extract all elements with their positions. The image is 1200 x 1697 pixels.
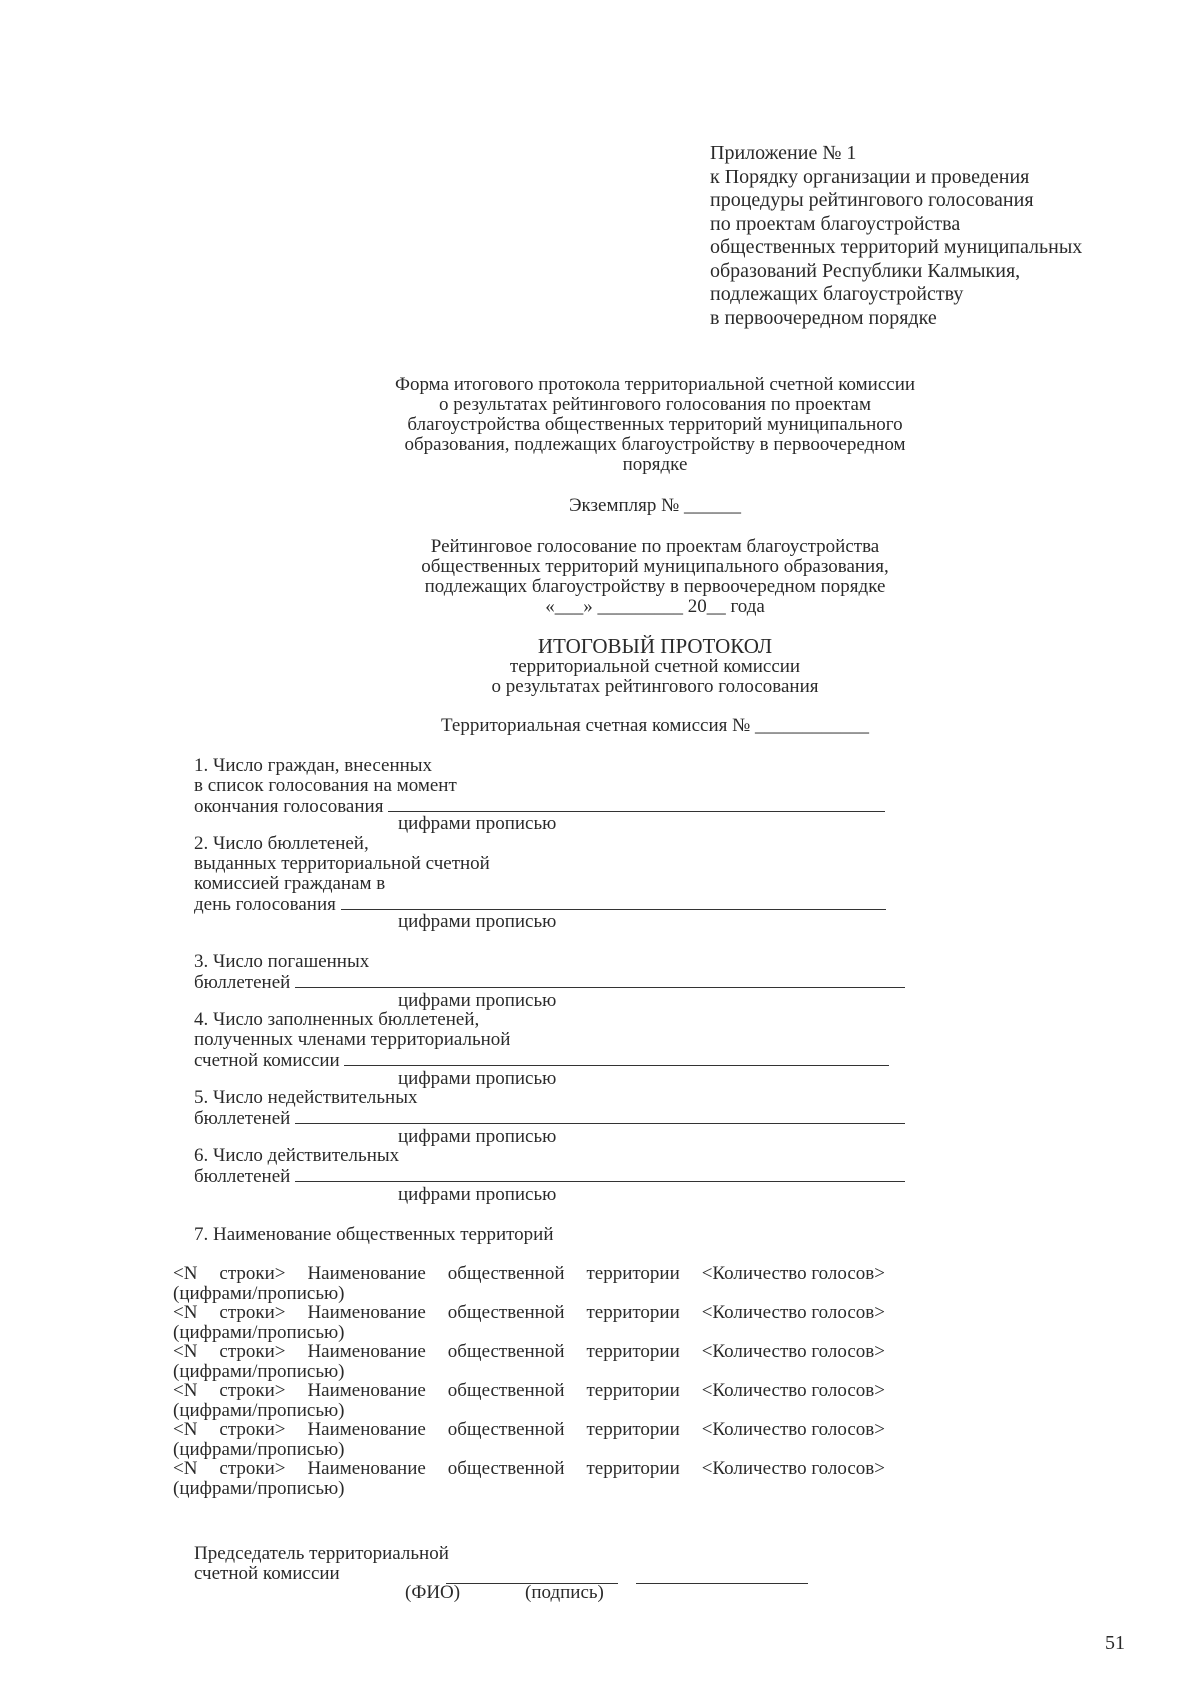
- territory-row: [173, 1342, 885, 1382]
- item-7: 7. Наименование общественных территорий: [194, 1224, 554, 1245]
- item-1-line: в список голосования на момент: [194, 775, 457, 796]
- copy-number-line: Экземпляр № ______: [568, 495, 741, 516]
- item-2-label: день голосования: [194, 894, 336, 915]
- row-name-token: Наименование: [307, 1341, 426, 1362]
- item-6-line: 6. Число действительных: [194, 1145, 400, 1166]
- item-2: [194, 834, 886, 915]
- row-votes-format: (цифрами/прописью): [173, 1439, 345, 1460]
- form-title-line: благоустройства общественных территорий муниципального: [407, 414, 903, 435]
- appendix-line: подлежащих благоустройству: [710, 283, 964, 305]
- form-title-line: о результатах рейтингового голосования по проектам: [439, 394, 871, 415]
- territory-row: [173, 1381, 885, 1421]
- protocol-heading: [300, 635, 1010, 697]
- page-number: 51: [1105, 1632, 1125, 1654]
- row-name-token: Наименование: [307, 1458, 426, 1479]
- appendix-line: к Порядку организации и проведения: [710, 165, 1030, 188]
- form-title-line: образования, подлежащих благоустройству в первоочередном: [404, 434, 906, 455]
- form-title: [300, 375, 1010, 475]
- appendix-line: в первоочередном порядке: [710, 306, 937, 329]
- row-number-token: <N: [173, 1341, 198, 1362]
- fio-caption: (ФИО): [405, 1582, 461, 1603]
- item-6-label: бюллетеней: [194, 1166, 291, 1187]
- voting-header-line: подлежащих благоустройству в первоочередном порядке: [424, 576, 886, 597]
- protocol-subtitle: территориальной счетной комиссии: [509, 656, 801, 677]
- item-2-line: 2. Число бюллетеней,: [194, 833, 369, 854]
- item-5-label: бюллетеней: [194, 1108, 291, 1129]
- voting-date-line: «___» _________ 20__ года: [545, 596, 765, 617]
- row-territory-token: территории: [586, 1419, 680, 1440]
- signature-blank-field[interactable]: [636, 1568, 808, 1584]
- row-votes-format: (цифрами/прописью): [173, 1283, 345, 1304]
- item-1-hint: цифрами прописью: [398, 813, 557, 834]
- appendix-line: общественных территорий муниципальных: [710, 236, 1083, 258]
- row-name-token: Наименование: [307, 1263, 426, 1284]
- appendix-line: Приложение № 1: [710, 142, 857, 164]
- form-title-line: порядке: [622, 454, 688, 475]
- voting-header-line: общественных территорий муниципального образования,: [421, 556, 889, 577]
- row-public-token: общественной: [447, 1263, 565, 1284]
- row-votes-token: <Количество голосов>: [701, 1263, 885, 1284]
- signature-title-line: Председатель территориальной: [194, 1543, 449, 1564]
- item-1: [194, 756, 885, 817]
- row-name-token: Наименование: [307, 1302, 426, 1323]
- row-territory-token: территории: [586, 1263, 680, 1284]
- row-votes-token: <Количество голосов>: [701, 1419, 885, 1440]
- row-territory-token: территории: [586, 1458, 680, 1479]
- item-1-blank-field[interactable]: [388, 796, 885, 812]
- territory-row: [173, 1303, 885, 1343]
- row-votes-format: (цифрами/прописью): [173, 1322, 345, 1343]
- form-title-line: Форма итогового протокола территориальной счетной комиссии: [394, 374, 916, 395]
- territory-row: [173, 1264, 885, 1304]
- row-votes-format: (цифрами/прописью): [173, 1478, 345, 1499]
- appendix-line: по проектам благоустройства: [710, 212, 961, 235]
- item-6: [194, 1146, 905, 1187]
- item-5-line: 5. Число недействительных: [194, 1087, 418, 1108]
- row-votes-format: (цифрами/прописью): [173, 1361, 345, 1382]
- protocol-title: ИТОГОВЫЙ ПРОТОКОЛ: [537, 634, 773, 658]
- row-token: строки>: [219, 1419, 286, 1440]
- row-name-token: Наименование: [307, 1419, 426, 1440]
- item-3: [194, 952, 905, 993]
- row-number-token: <N: [173, 1458, 198, 1479]
- row-votes-format: (цифрами/прописью): [173, 1400, 345, 1421]
- appendix-block: [710, 142, 1082, 330]
- item-4-label: счетной комиссии: [194, 1050, 340, 1071]
- item-3-hint: цифрами прописью: [398, 990, 557, 1011]
- item-5: [194, 1088, 905, 1129]
- row-public-token: общественной: [447, 1302, 565, 1323]
- voting-header: [300, 537, 1010, 617]
- territory-row: [173, 1459, 885, 1499]
- item-4-line: 4. Число заполненных бюллетеней,: [194, 1009, 480, 1030]
- item-6-blank-field[interactable]: [295, 1166, 905, 1182]
- row-number-token: <N: [173, 1380, 198, 1401]
- item-4: [194, 1010, 889, 1071]
- protocol-subtitle: о результатах рейтингового голосования: [491, 676, 819, 697]
- item-3-line: 3. Число погашенных: [194, 951, 370, 972]
- signature-title-line: счетной комиссии: [194, 1563, 340, 1584]
- row-token: строки>: [219, 1263, 286, 1284]
- row-territory-token: территории: [586, 1380, 680, 1401]
- row-public-token: общественной: [447, 1419, 565, 1440]
- item-5-blank-field[interactable]: [295, 1108, 905, 1124]
- signature-block: [194, 1544, 449, 1584]
- row-token: строки>: [219, 1341, 286, 1362]
- item-2-line: комиссией гражданам в: [194, 873, 386, 894]
- item-3-blank-field[interactable]: [295, 972, 905, 988]
- item-2-hint: цифрами прописью: [398, 911, 557, 932]
- appendix-line: процедуры рейтингового голосования: [710, 189, 1034, 211]
- item-5-hint: цифрами прописью: [398, 1126, 557, 1147]
- row-votes-token: <Количество голосов>: [701, 1341, 885, 1362]
- row-territory-token: территории: [586, 1302, 680, 1323]
- item-4-line: полученных членами территориальной: [194, 1029, 511, 1050]
- row-territory-token: территории: [586, 1341, 680, 1362]
- item-2-blank-field[interactable]: [341, 894, 886, 910]
- signature-caption: (подпись): [525, 1582, 604, 1603]
- row-votes-token: <Количество голосов>: [701, 1380, 885, 1401]
- row-number-token: <N: [173, 1263, 198, 1284]
- item-1-line: 1. Число граждан, внесенных: [194, 755, 433, 776]
- item-4-hint: цифрами прописью: [398, 1068, 557, 1089]
- row-token: строки>: [219, 1302, 286, 1323]
- row-public-token: общественной: [447, 1341, 565, 1362]
- row-votes-token: <Количество голосов>: [701, 1458, 885, 1479]
- territory-row: [173, 1420, 885, 1460]
- row-votes-token: <Количество голосов>: [701, 1302, 885, 1323]
- item-2-line: выданных территориальной счетной: [194, 853, 490, 874]
- row-token: строки>: [219, 1380, 286, 1401]
- appendix-line: образований Республики Калмыкия,: [710, 259, 1021, 282]
- row-public-token: общественной: [447, 1380, 565, 1401]
- item-1-label: окончания голосования: [194, 796, 384, 817]
- row-public-token: общественной: [447, 1458, 565, 1479]
- row-number-token: <N: [173, 1419, 198, 1440]
- row-number-token: <N: [173, 1302, 198, 1323]
- item-6-hint: цифрами прописью: [398, 1184, 557, 1205]
- row-token: строки>: [219, 1458, 286, 1479]
- item-3-label: бюллетеней: [194, 972, 291, 993]
- item-4-blank-field[interactable]: [344, 1050, 889, 1066]
- row-name-token: Наименование: [307, 1380, 426, 1401]
- commission-number-line: Территориальная счетная комиссия № ____________: [441, 715, 869, 736]
- voting-header-line: Рейтинговое голосование по проектам благоустройства: [430, 536, 880, 557]
